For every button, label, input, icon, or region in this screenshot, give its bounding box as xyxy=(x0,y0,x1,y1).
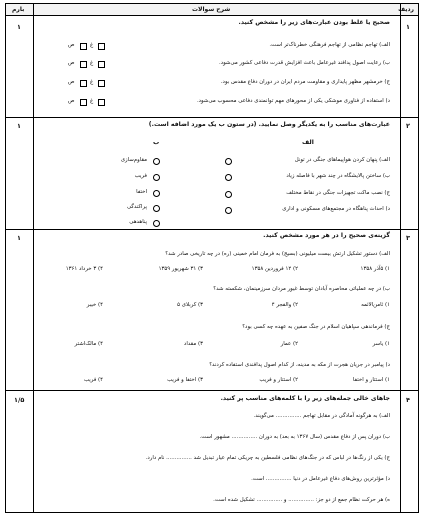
match-option-4: پراکندگی xyxy=(126,204,147,210)
question-4-score: ۱/۵ xyxy=(14,396,25,404)
mc-option[interactable]: ۴) مالک‌اشتر xyxy=(74,341,103,347)
question-1-item-c: ج) خرمشهر مظهر پایداری و مقاومت مردم ایران در دوران دفاع مقدس بود. xyxy=(220,79,390,85)
question-1-row: ۱ xyxy=(406,23,410,31)
mc-option[interactable]: ۳) ۳۱ شهریور ۱۳۵۹ xyxy=(158,266,203,272)
mc-option[interactable]: ۲) ۱۲ فروردین ۱۳۵۸ xyxy=(251,266,298,272)
score-column-header: بارم xyxy=(12,6,25,13)
false-checkbox[interactable] xyxy=(98,99,105,106)
mc-option[interactable]: ۳) مقداد xyxy=(183,341,203,347)
match-dot-b-3[interactable] xyxy=(153,190,160,197)
match-option-1: مقاوم‌سازی xyxy=(120,157,147,163)
match-option-3: اختفا xyxy=(136,189,147,195)
question-2-instruction: عبارت‌های مناسب را به یکدیگر وصل نمایید. (در ستون ب یک مورد اضافه است.) xyxy=(148,121,390,128)
mc-option[interactable]: ۴) فریب xyxy=(83,377,103,383)
mc-question-d: د) پیامبر در جریان هجرت از مکه به مدینه، از کدام اصول پدافندی استفاده کردند؟ xyxy=(209,362,390,368)
false-checkbox[interactable] xyxy=(98,61,105,68)
true-checkbox[interactable] xyxy=(80,99,87,106)
false-label: غ xyxy=(90,60,94,66)
question-4-row: ۴ xyxy=(406,396,410,404)
fill-blank-c: ج) یکی از رنگ‌ها در لباس که در جنگ‌های نظامی فلسطین به چریکی تمام عیار تبدیل شد ............... نام دارد. xyxy=(145,455,390,461)
fill-blank-a: الف) به هرگونه آمادگی در مقابل تهاجم ............... می‌گویند. xyxy=(253,413,390,419)
fill-blank-e: ه) هر حرکت نظام جمع از دو جز: ............... و ............... تشکیل شده است. xyxy=(213,497,390,503)
match-dot-b-5[interactable] xyxy=(153,220,160,227)
false-label: غ xyxy=(90,98,94,104)
column-b-title: ب xyxy=(153,139,160,146)
row-column-header: ردیف xyxy=(398,6,414,13)
question-3-instruction: گزینه‌ی صحیح را در هر مورد مشخص کنید. xyxy=(263,232,390,239)
true-label: ص xyxy=(68,98,75,104)
true-checkbox[interactable] xyxy=(80,80,87,87)
column-a-title: الف xyxy=(302,139,314,146)
question-column-header: شرح سوالات xyxy=(192,6,231,13)
mc-option[interactable]: ۲) والفجر ۴ xyxy=(271,302,298,308)
true-checkbox[interactable] xyxy=(80,61,87,68)
match-option-5: پناهدهی xyxy=(129,219,147,225)
question-1-score: ۱ xyxy=(17,23,21,31)
false-checkbox[interactable] xyxy=(98,43,105,50)
mc-option[interactable]: ۳) اختفا و فریب xyxy=(167,377,203,383)
true-label: ص xyxy=(68,60,75,66)
match-dot-b-1[interactable] xyxy=(153,158,160,165)
match-option-2: فریب xyxy=(134,173,147,179)
match-dot-b-2[interactable] xyxy=(153,174,160,181)
true-label: ص xyxy=(68,79,75,85)
match-item-c: ج) نصب ماکت تجهیزات جنگی در نقاط مختلف xyxy=(286,190,390,196)
false-label: غ xyxy=(90,79,94,85)
match-item-b: ب) ساختن پالایشگاه در چند شهر با فاصله زیاد xyxy=(286,173,390,179)
match-dot-a[interactable] xyxy=(225,158,232,165)
true-checkbox[interactable] xyxy=(80,43,87,50)
question-2-row: ۲ xyxy=(406,122,410,130)
match-dot-c[interactable] xyxy=(225,191,232,198)
match-dot-d[interactable] xyxy=(225,207,232,214)
exam-sheet xyxy=(5,3,419,513)
mc-question-a: الف) دستور تشکیل ارتش بیست میلیونی (بسیج) به فرمان امام خمینی (ره) در چه تاریخی صادر شد؟ xyxy=(165,251,390,257)
mc-option[interactable]: ۳) کربلای ۵ xyxy=(177,302,203,308)
match-item-d: د) احداث پناهگاه در مجتمع‌های مسکونی و اداری xyxy=(282,206,390,212)
match-dot-b[interactable] xyxy=(225,174,232,181)
question-1-item-b: ب) رعایت اصول پدافند غیرعامل باعث افزایش قدرت دفاعی کشور می‌شود. xyxy=(219,60,390,66)
row-divider-2 xyxy=(6,229,418,230)
mc-option[interactable]: ۱) ۵آذر ۱۳۵۸ xyxy=(360,266,390,272)
score-column-divider xyxy=(33,4,34,512)
question-3-score: ۱ xyxy=(17,234,21,242)
question-1-item-a: الف) تهاجم نظامی از تهاجم فرهنگی خطرناک‌تر است. xyxy=(269,42,390,48)
mc-question-c: ج) فرماندهی سپاهیان اسلام در جنگ صفین به عهده چه کسی بود؟ xyxy=(242,324,390,330)
question-1-item-d: د) استفاده از فناوری موشکی یکی از محورهای مهم توانمندی دفاعی محسوب می‌شود. xyxy=(196,98,390,104)
mc-option[interactable]: ۱) ثامن‌الائمه xyxy=(361,302,390,308)
row-divider-1 xyxy=(6,117,418,118)
mc-option[interactable]: ۱) یاسر xyxy=(372,341,390,347)
true-label: ص xyxy=(68,42,75,48)
question-2-score: ۱ xyxy=(17,122,21,130)
match-item-a: الف) پنهان کردن هواپیماهای جنگی در تونل xyxy=(294,157,390,163)
mc-option[interactable]: ۲) عمار xyxy=(280,341,298,347)
question-4-instruction: جاهای خالی جمله‌های زیر را با کلمه‌های مناسب پر کنید. xyxy=(220,395,390,402)
match-dot-b-4[interactable] xyxy=(153,205,160,212)
mc-question-b: ب) در چه عملیاتی محاصره آبادان توسط غیور مردان سرزمینمان، شکسته شد؟ xyxy=(213,286,390,292)
mc-option[interactable]: ۱) استتار و اختفا xyxy=(352,377,390,383)
false-checkbox[interactable] xyxy=(98,80,105,87)
row-divider-3 xyxy=(6,390,418,391)
question-3-row: ۳ xyxy=(406,234,410,242)
table-header xyxy=(6,4,418,16)
mc-option[interactable]: ۲) استتار و فریب xyxy=(259,377,298,383)
mc-option[interactable]: ۴) ۳ خرداد ۱۳۶۱ xyxy=(65,266,103,272)
false-label: غ xyxy=(90,42,94,48)
fill-blank-d: د) مؤثرترین روش‌های دفاع غیرعامل در دنیا ............... است. xyxy=(251,476,390,482)
row-column-divider xyxy=(400,4,401,512)
fill-blank-b: ب) دوران پس از دفاع مقدس (سال ۱۳۶۷ به بعد) به دوران ............... مشهور است. xyxy=(199,434,390,440)
question-1-instruction: صحیح یا غلط بودن عبارت‌های زیر را مشخص کنید. xyxy=(238,19,390,26)
mc-option[interactable]: ۴) خیبر xyxy=(86,302,103,308)
